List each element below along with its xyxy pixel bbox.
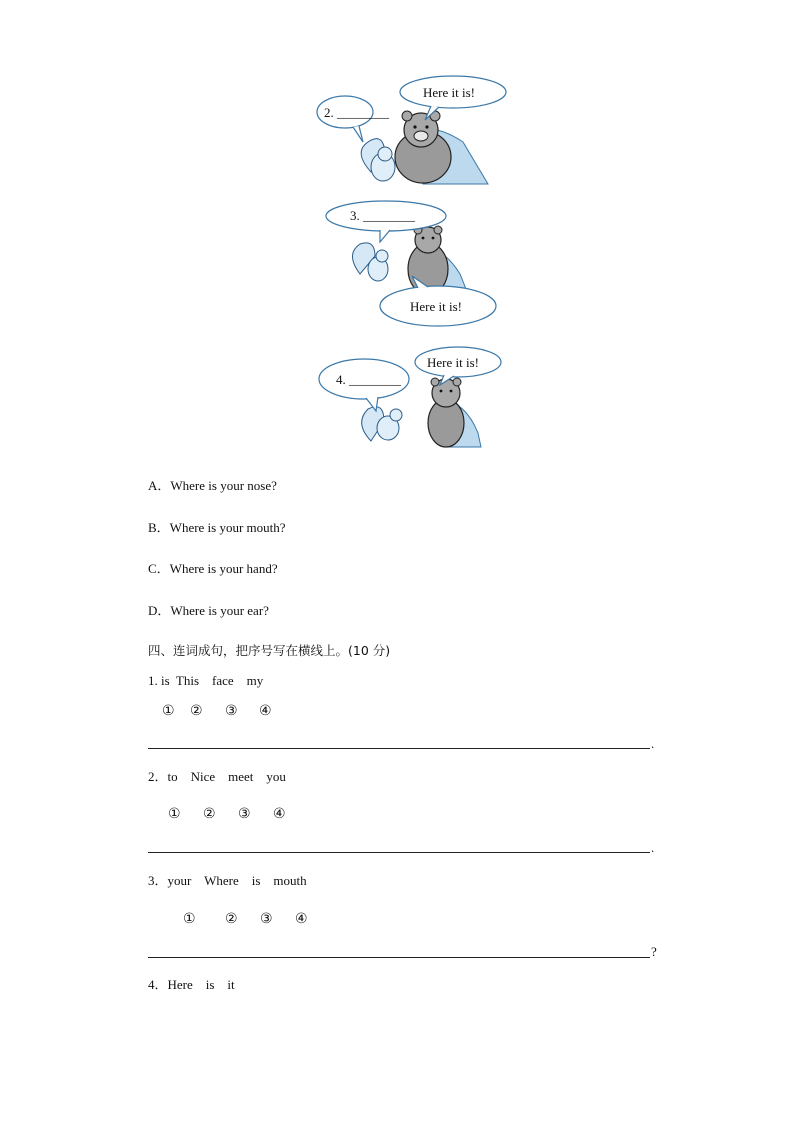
section-4-heading: 四、连词成句，把序号写在横线上。(10 分) [148,643,391,658]
item-3-mark-2: ② [225,911,238,927]
item-2-mark-3: ③ [238,806,251,822]
item-1-answer-line[interactable] [148,748,650,749]
item-3-end-mark: ? [651,944,657,959]
item-2-words: 2．to Nice meet you [148,769,286,784]
item-1-mark-2: ② [190,703,203,719]
item-2-mark-1: ① [168,806,181,822]
item-2-mark-2: ② [203,806,216,822]
item-3-answer-line[interactable] [148,957,650,958]
item-3-words: 3．your Where is mouth [148,873,307,888]
picture-4 [316,343,506,455]
picture-3-number: 3. ________ [350,208,415,223]
picture-2 [313,72,513,187]
picture-4-speech: Here it is! [427,355,479,370]
item-4-words: 4．Here is it [148,977,235,992]
item-1-mark-4: ④ [259,703,272,719]
item-2-mark-4: ④ [273,806,286,822]
picture-4-number: 4. ________ [336,372,401,387]
item-2-end-mark: . [651,840,655,855]
item-1-end-mark: . [651,736,655,751]
option-c: C．Where is your hand? [148,561,278,576]
item-1-words: 1. is This face my [148,673,264,688]
picture-3-speech: Here it is! [410,299,462,314]
picture-2-speech: Here it is! [423,85,475,100]
item-1-mark-1: ① [162,703,175,719]
option-b: B．Where is your mouth? [148,520,286,535]
picture-2-number: 2. ________ [324,105,389,120]
item-3-mark-3: ③ [260,911,273,927]
option-a: A．Where is your nose? [148,478,277,493]
option-d: D．Where is your ear? [148,603,269,618]
item-3-mark-1: ① [183,911,196,927]
item-1-mark-3: ③ [225,703,238,719]
item-2-answer-line[interactable] [148,852,650,853]
picture-3 [320,194,500,334]
item-3-mark-4: ④ [295,911,308,927]
